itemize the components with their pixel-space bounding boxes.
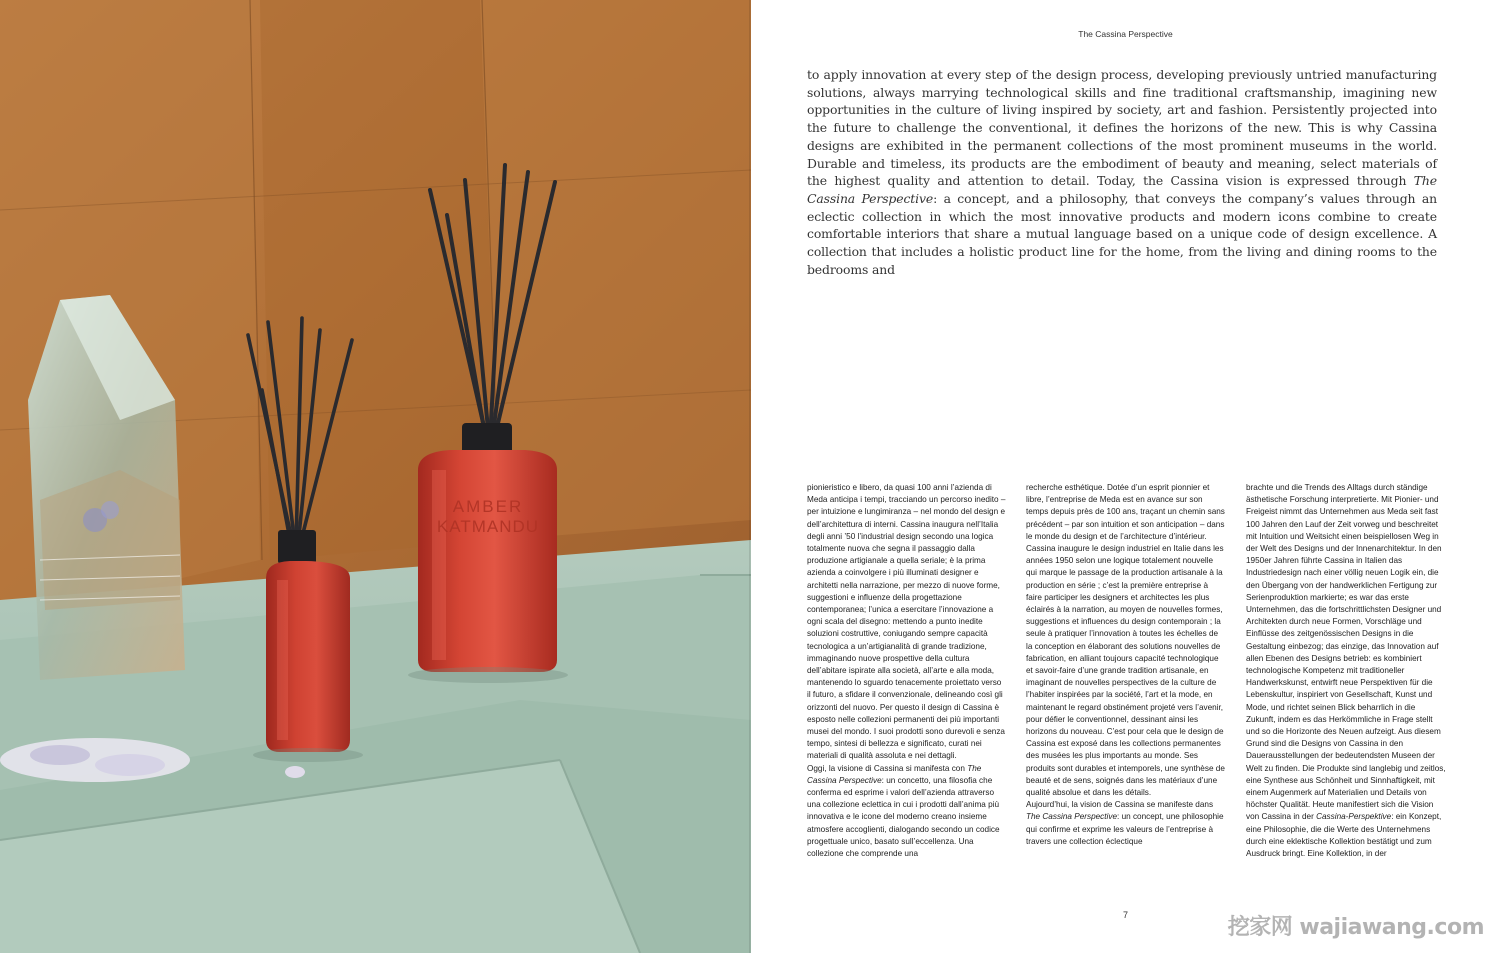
english-lead-paragraph bbox=[807, 66, 1437, 278]
bottle-label-line1: AMBER bbox=[452, 497, 524, 516]
diffuser-bottle-large bbox=[418, 423, 557, 672]
italian-para-2-italic: The Cassina Perspective bbox=[807, 763, 982, 785]
french-para-2 bbox=[1026, 799, 1226, 848]
running-header: The Cassina Perspective bbox=[1078, 29, 1173, 39]
lead-text-part2: : a concept, and a philosophy, that conveys the company’s values through an eclectic collection in which the most innovative products and modern icons combine to create comfortable interiors that share a mutual language based on a unique code of design excellence. A collection that includes a holistic product line for the home, from the living and dining rooms to the bedrooms and bbox=[807, 190, 1437, 277]
german-para-1-start: brachte und die Trends des Alltags durch ständige ästhetische Forschung interpretierte. Mit Pionier- und Freigeist nimmt das Unternehmen aus Meda seit fast 100 Jahren den Lauf der Zeit vorweg und beschreitet mit Intuition und Weitsicht einen beispiellosen Weg in der Welt des Designs und der Innenarchitektur. In den 1950er Jahren führte Cassina in Italien das Industriedesign nach einer völlig neuen Logik ein, die den Übergang von der handwerklichen Fertigung zur Serienproduktion markierte; es war das erste Unternehmen, das die fortschrittlichsten Designer und Architekten durch neue Formen, Vorschläge und Einflüsse des zeitgenössischen Designs in die Gestaltung einbezog; das einzige, das Innovation auf allen Ebenen des Designs betrieb: es kombiniert technologische Kompetenz mit traditioneller Handwerkskunst, entwirft neue Perspektiven für die Lebenskultur, inspiriert von Gesellschaft, Kunst und Mode, und richtet seinen Blick beharrlich in die Zukunft, indem es das Herkömmliche in Frage stellt und so die Horizonte des Neuen aufzeigt. Aus diesem Grund sind die Designs von Cassina in den Dauerausstellungen der bedeutendsten Museen der Welt zu finden. Die Produkte sind langlebig und zeitlos, eine Synthese aus Schönheit und Sinnhaftigkeit, mit einem Augenmerk auf Materialien und Details von höchster Qualität. Heute manifestiert sich die Vision von Cassina in der bbox=[1246, 483, 1446, 822]
lead-text-part1: to apply innovation at every step of the design process, developing previously untried manufacturing solutions, always marrying technological skills and fine traditional craftsmanship, imagining new opportunities in the culture of living inspired by society, art and fashion. Persistently projected into the future to challenge the conventional, it defines the horizons of the new. This is why Cassina designs are exhibited in the permanent collections of the most prominent museums in the world. Durable and timeless, its products are the embodiment of beauty and meaning, select materials of the highest quality and attention to detail. Today, the Cassina vision is expressed through bbox=[807, 67, 1437, 189]
text-page bbox=[751, 0, 1500, 953]
page-number: 7 bbox=[1122, 910, 1128, 920]
watermark: 挖家网 wajiawang.com bbox=[1227, 915, 1484, 940]
italian-para-1: pionieristico e libero, da quasi 100 anni l’azienda di Meda anticipa i tempi, tracciando un percorso inedito – per intuizione e lungimiranza – nel mondo del design e dell’architettura di interni. Cassina inaugura nell’Italia degli anni ’50 l’industrial design secondo una logica totalmente nuova che segna il passaggio dalla produzione artigianale a quella seriale; è la prima azienda a coinvolgere i più illuminati designer e architetti nella narrazione, per mezzo di nuove forme, suggestioni e influenze della progettazione contemporanea; l’unica a esercitare l’innovazione a ogni scala del disegno: mettendo a punto inedite soluzioni costruttive, coniugando sempre capacità tecnologica a un’artigianalità di grande tradizione, immaginando nuove prospettive della cultura dell’abitare ispirate alla società, all’arte e alla moda, mantenendo lo sguardo tenacemente proiettato verso il futuro, a sfidare il convenzionale, delineando così gli orizzonti del nuovo. Per questo il design di Cassina è esposto nelle collezioni permanenti dei più importanti musei del mondo. I suoi prodotti sono durevoli e senza tempo, sintesi di bellezza e significato, curati nei materiali di qualità assoluta e nei dettagli. bbox=[807, 483, 1006, 761]
french-para-1: recherche esthétique. Dotée d’un esprit pionnier et libre, l’entreprise de Meda est en avance sur son temps depuis près de 100 ans, traçant un chemin sans précédent – par son intuition et son anticipation – dans le monde du design et de l’architecture d’intérieur. Cassina inaugure le design industriel en Italie dans les années 1950 selon une logique totalement nouvelle qui marque le passage de la production artisanale à la production en série ; c’est la première entreprise à faire participer les designers et architectes les plus éclairés à la narration, au moyen de nouvelles formes, suggestions et influences du design contemporain ; la seule à pratiquer l’innovation à toutes les échelles de la conception en élaborant des solutions nouvelles de fabrication, en alliant toujours capacité technologique et savoir-faire d’une grande tradition artisanale, en imaginant de nouvelles perspectives de la culture de l’habiter inspirées par la société, l’art et la mode, en maintenant le regard obstinément projeté vers l’avenir, pour défier le conventionnel, dessinant ainsi les horizons du nouveau. C’est pour cela que le design de Cassina est exposé dans les collections permanentes des musées les plus importants au monde. Ses produits sont durables et intemporels, une synthèse de beauté et de sens, soignés dans les matériaux d’une qualité absolue et dans les détails. bbox=[1026, 483, 1225, 798]
lead-italic-title: The Cassina Perspective bbox=[807, 173, 1437, 206]
bottle-label-line2: KATMANDU bbox=[436, 517, 540, 536]
italian-column bbox=[807, 482, 1007, 860]
italian-para-2-start: Oggi, la visione di Cassina si manifesta con bbox=[807, 763, 968, 773]
italian-para-2-end: : un concetto, una filosofia che conferma ed esprime i valori dell’azienda attraverso una collezione eclettica in cui i prodotti dall’anima più innovativa e le icone del moderno creano insieme atmosfere accoglienti, dialogando secondo un codice progettuale unico, basato sull’eccellenza. Una collezione che comprende una bbox=[807, 775, 1000, 859]
french-para-2-end: : un concept, une philosophie qui confirme et exprime les valeurs de l’entreprise à travers une collection éclectique bbox=[1026, 812, 1224, 846]
german-para-1-italic: Cassina-Perspektive bbox=[1316, 812, 1392, 822]
german-column bbox=[1246, 482, 1446, 860]
german-para-1-end: : ein Konzept, eine Philosophie, die die Werte des Unternehmens durch eine eklektische Kollektion bestätigt und zum Ausdruck bringt. Eine Kollektion, in der bbox=[1246, 812, 1442, 859]
italian-para-2 bbox=[807, 763, 1007, 861]
french-column bbox=[1026, 482, 1226, 848]
french-para-2-start: Aujourd’hui, la vision de Cassina se manifeste dans bbox=[1026, 800, 1214, 810]
german-para-1 bbox=[1246, 482, 1446, 860]
french-para-2-italic: The Cassina Perspective bbox=[1026, 812, 1118, 822]
